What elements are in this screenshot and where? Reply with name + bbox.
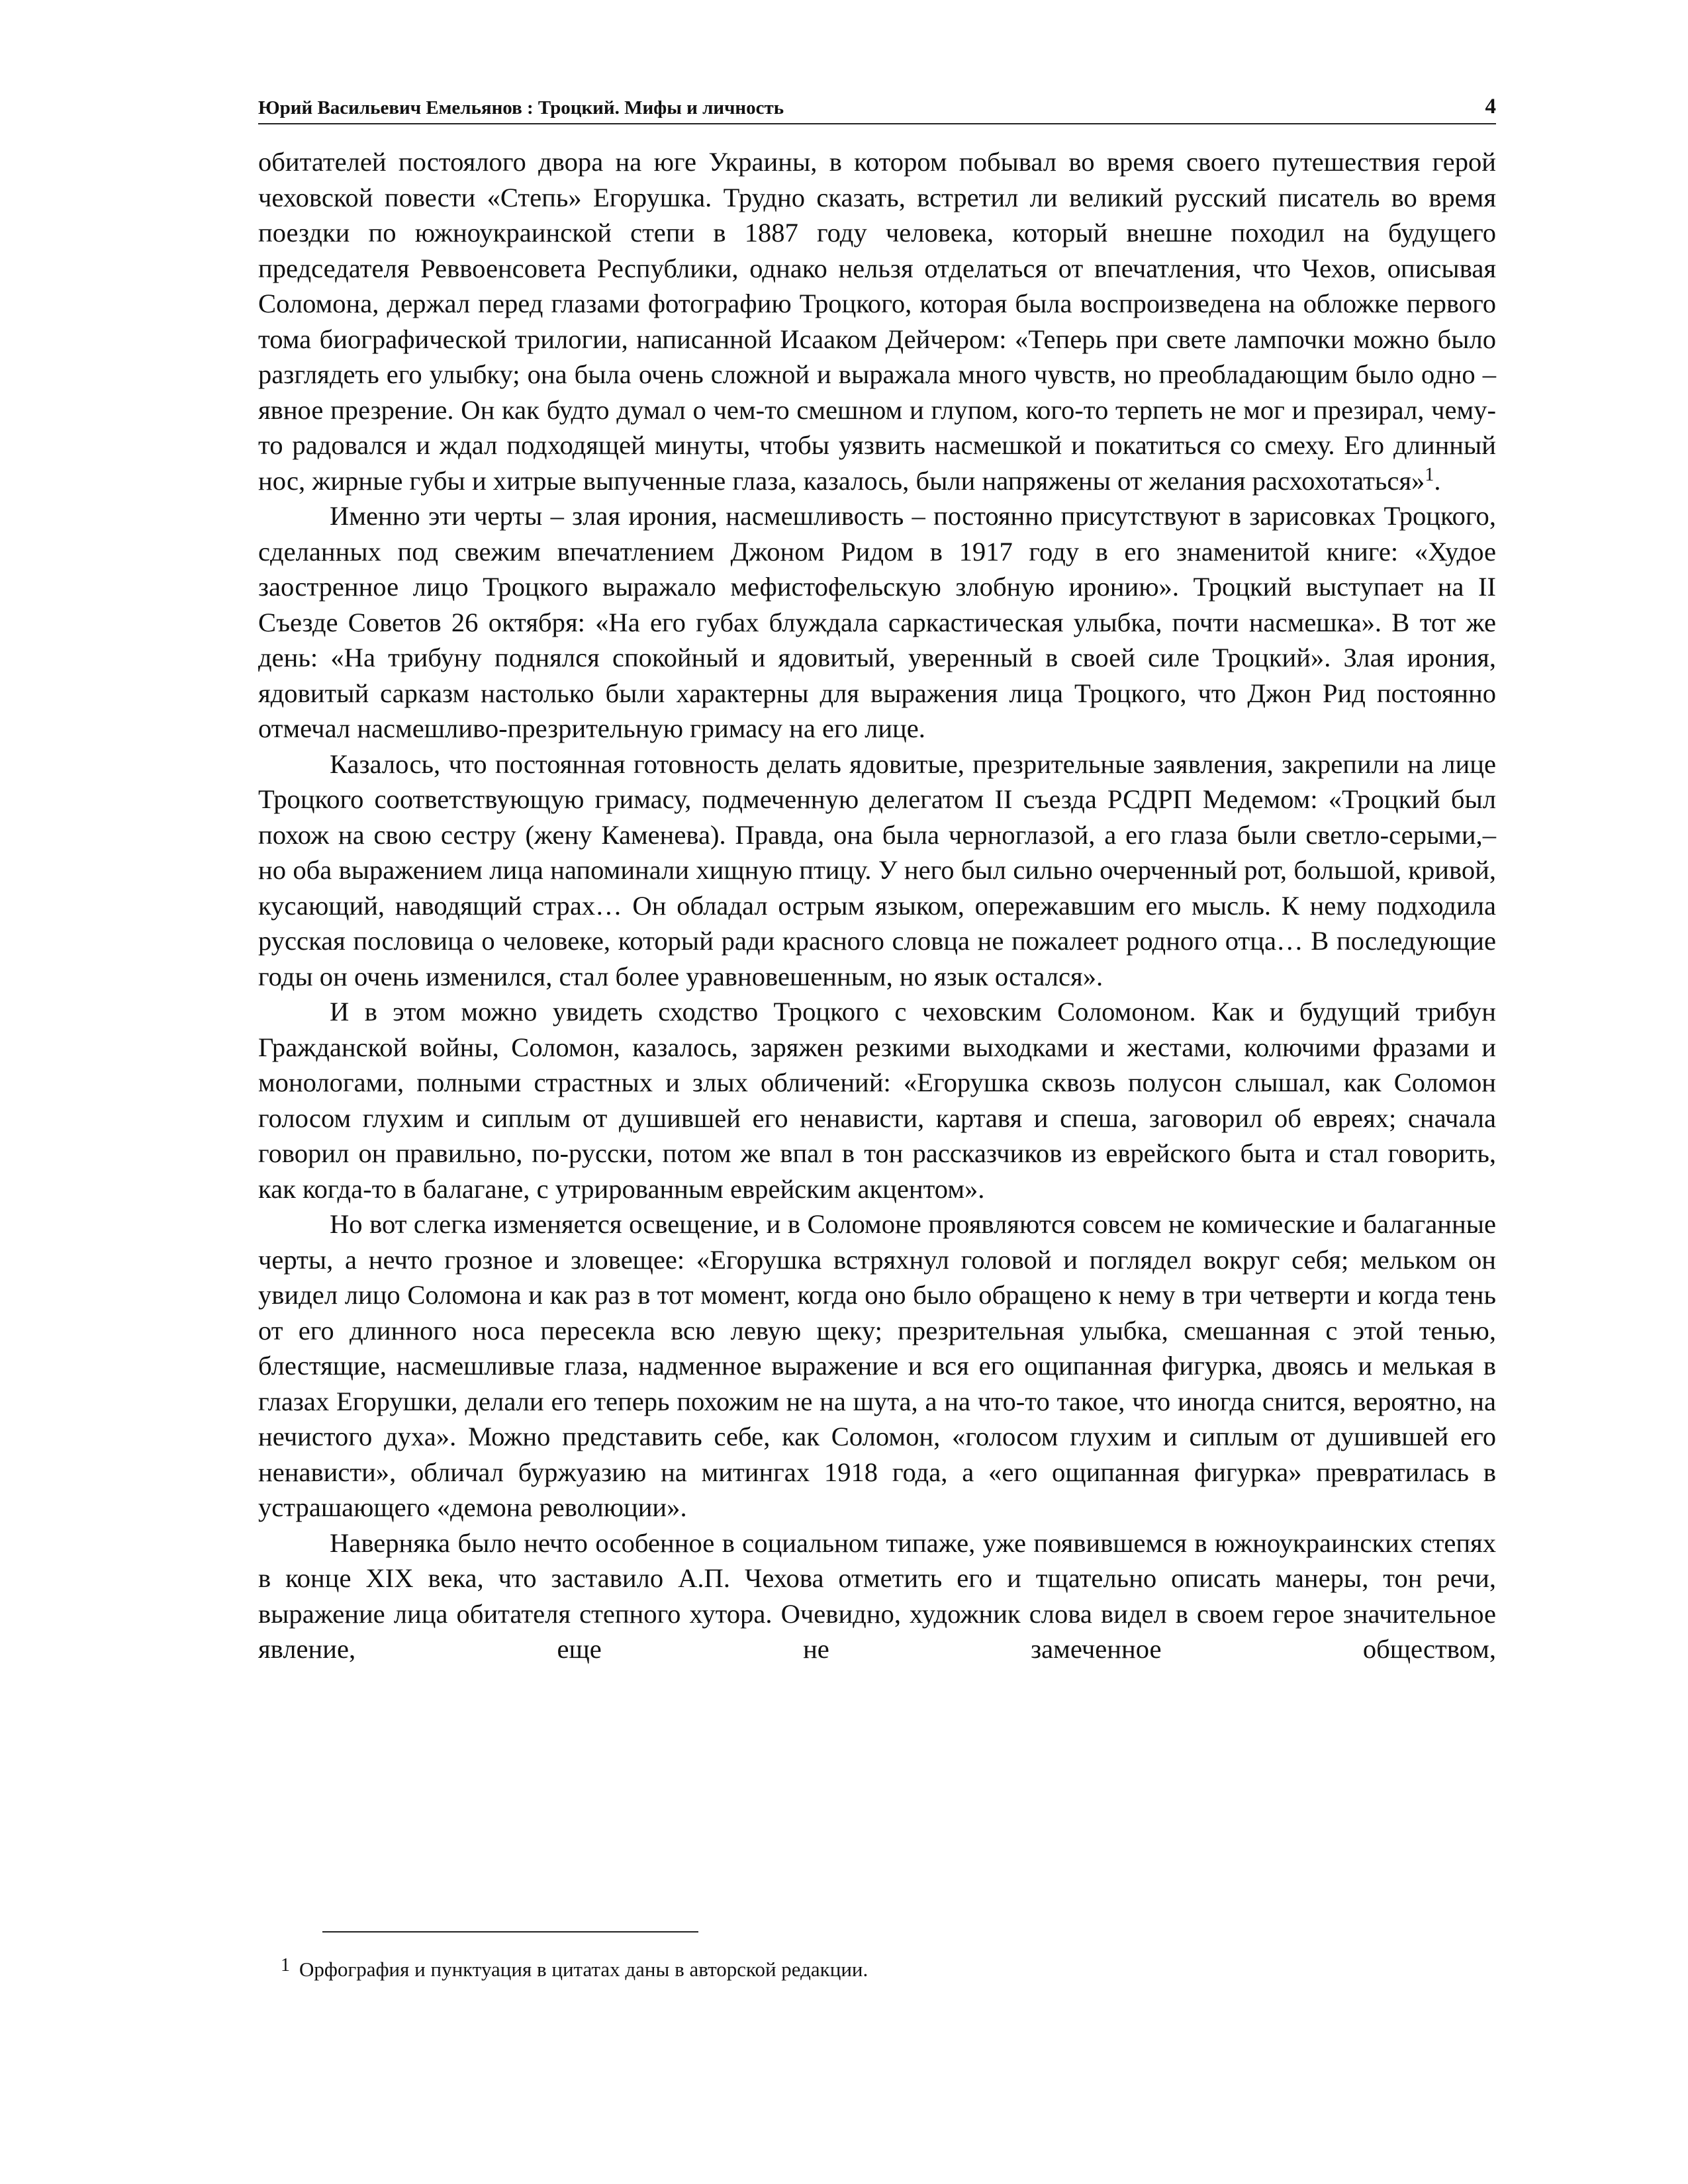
footnote-number: 1: [281, 1955, 290, 1976]
paragraph-1-tail: .: [1434, 465, 1441, 496]
paragraph-2: Именно эти черты – злая ирония, насмешливость – постоянно присутствуют в зарисовках Троцкого, сделанных под свежим впечатлением Джоном Ридом в 1917 году в его знаменитой книге: «Худое заостренное лицо Троцкого выражало мефистофельскую злобную иронию». Троцкий выступает на II Съезде Советов 26 октября: «На его губах блуждала саркастическая улыбка, почти насмешка». В тот же день: «На трибуну поднялся спокойный и ядовитый, уверенный в своей силе Троцкий». Злая ирония, ядовитый сарказм настолько были характерны для выражения лица Троцкого, что Джон Рид постоянно отмечал насмешливо-презрительную гримасу на его лице.: [258, 501, 1496, 743]
main-text: [258, 144, 1496, 1667]
running-header: [258, 91, 1496, 124]
paragraph-1: [258, 144, 1496, 498]
footnote-text: Орфография и пунктуация в цитатах даны в авторской редакции.: [299, 1958, 868, 1981]
paragraph-4: И в этом можно увидеть сходство Троцкого с чеховским Соломоном. Как и будущий трибун Гражданской войны, Соломон, казалось, заряжен резкими выходками и жестами, колючими фразами и монологами, полными страстных и злых обличений: «Егорушка сквозь полусон слышал, как Соломон голосом глухим и сиплым от душившей его ненависти, картавя и спеша, заговорил об евреях; сначала говорил он правильно, по-русски, потом же впал в тон рассказчиков из еврейского быта и стал говорить, как когда-то в балагане, с утрированным еврейским акцентом».: [258, 997, 1496, 1204]
footnote-separator: [322, 1931, 698, 1933]
paragraph-5: Но вот слегка изменяется освещение, и в Соломоне проявляются совсем не комические и балаганные черты, а нечто грозное и зловещее: «Егорушка встряхнул головой и поглядел вокруг себя; мельком он увидел лицо Соломона и как раз в тот момент, когда оно было обращено к нему в три четверти и когда тень от его длинного носа пересекла всю левую щеку; презрительная улыбка, смешанная с этой тенью, блестящие, насмешливые глаза, надменное выражение и вся его ощипанная фигурка, двоясь и мелькая в глазах Егорушки, делали его теперь похожим не на шута, а на что-то такое, что иногда снится, вероятно, на нечистого духа». Можно представить себе, как Соломон, «голосом глухим и сиплым от душившей его ненависти», обличал буржуазию на митингах 1918 года, а «его ощипанная фигурка» превратилась в устрашающего «демона революции».: [258, 1209, 1496, 1522]
paragraph-3: Казалось, что постоянная готовность делать ядовитые, презрительные заявления, закрепили на лице Троцкого соответствующую гримасу, подмеченную делегатом II съезда РСДРП Медемом: «Троцкий был похож на свою сестру (жену Каменева). Правда, она была черноглазой, а его глаза были светло-серыми,– но оба выражением лица напоминали хищную птицу. У него был сильно очерченный рот, большой, кривой, кусающий, наводящий страх… Он обладал острым языком, опережавшим его мысль. К нему подходила русская пословица о человеке, который ради красного словца не пожалеет родного отца… В последующие годы он очень изменился, стал более уравновешенным, но язык остался».: [258, 749, 1496, 991]
footnote-reference[interactable]: 1: [1425, 464, 1434, 485]
paragraph-1-text: обитателей постоялого двора на юге Украины, в котором побывал во время своего путешествия герой чеховской повести «Степь» Егорушка. Трудно сказать, встретил ли великий русский писатель во время поездки по южноукраинской степи в 1887 году человека, который внешне походил на будущего председателя Реввоенсовета Республики, однако нельзя отделаться от впечатления, что Чехов, описывая Соломона, держал перед глазами фотографию Троцкого, которая была воспроизведена на обложке первого тома биографической трилогии, написанной Исааком Дейчером: «Теперь при свете лампочки можно было разглядеть его улыбку; она была очень сложной и выражала много чувств, но преобладающим было одно – явное презрение. Он как будто думал о чем-то смешном и глупом, кого-то терпеть не мог и презирал, чему-то радовался и ждал подходящей минуты, чтобы уязвить насмешкой и покатиться со смеху. Его длинный нос, жирные губы и хитрые выпученные глаза, казалось, были напряжены от желания расхохотаться»: [258, 147, 1496, 496]
page-number: 4: [1485, 95, 1496, 118]
footnote: [281, 1956, 1492, 1983]
header-title: Юрий Васильевич Емельянов : Троцкий. Мифы и личность: [258, 97, 784, 118]
paragraph-6: Наверняка было нечто особенное в социальном типаже, уже появившемся в южноукраинских степях в конце XIX века, что заставило А.П. Чехова отметить его и тщательно описать манеры, тон речи, выражение лица обитателя степного хутора. Очевидно, художник слова видел в своем герое значительное явление, еще не замеченное обществом,: [258, 1527, 1496, 1664]
